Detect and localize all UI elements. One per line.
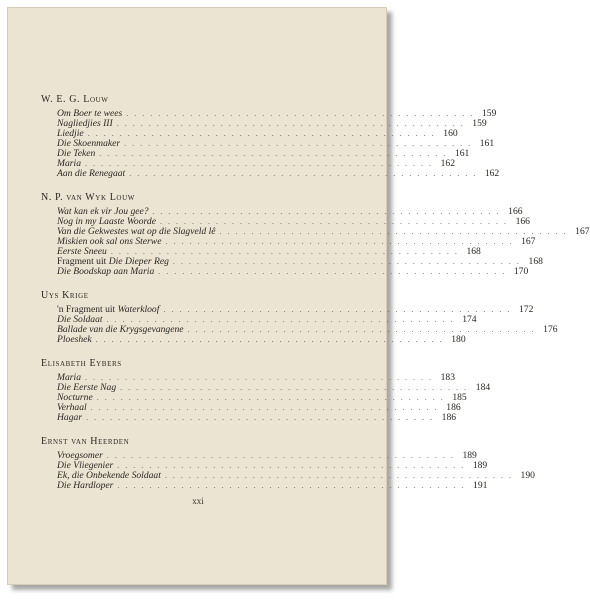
dot-leader: . . . . . . . . . . . . . . . . . . . . . . . . . . . . . . . . . . . . . . . . . . . .	[96, 393, 445, 402]
poem-title: Die Teken	[57, 148, 96, 159]
poem-title: Nagliedjies III	[57, 118, 113, 129]
page-number: xxi	[192, 496, 204, 506]
page-ref: 168	[528, 256, 543, 267]
page-ref: 183	[440, 372, 455, 383]
dot-leader: . . . . . . . . . . . . . . . . . . . . . . . . . . . . . . . . . . . . . . . . . . . .	[87, 129, 436, 138]
toc-entry	[57, 266, 529, 277]
poem-list	[41, 450, 535, 491]
table-of-contents	[41, 94, 590, 504]
dot-leader: . . . . . . . . . . . . . . . . . . . . . . . . . . . . . . . . . . . . . . . . . . . .	[99, 149, 448, 158]
dot-leader: . . . . . . . . . . . . . . . . . . . . . . . . . . . . . . . . . . . . . . . . . . . .	[116, 119, 465, 128]
dot-leader: . . . . . . . . . . . . . . . . . . . . . . . . . . . . . . . . . . . . . . . . . . . .	[84, 373, 433, 382]
poem-title: Die Skoenmaker	[57, 138, 121, 149]
poem-title: Om Boer te wees	[57, 108, 123, 119]
poem-title: Die Eerste Nag	[57, 382, 117, 393]
poem-list	[41, 372, 491, 423]
page-ref: 167	[575, 226, 590, 237]
poem-title-prefix: 'n Fragment uit	[57, 304, 118, 315]
dot-leader: . . . . . . . . . . . . . . . . . . . . . . . . . . . . . . . . . . . . . . . . . . . .	[110, 247, 459, 256]
poem-title: Liedjie	[57, 128, 84, 139]
poem-title: Ek, die Onbekende Soldaat	[57, 470, 161, 481]
page-ref: 174	[462, 314, 477, 325]
poem-title: Maria	[57, 158, 81, 169]
author-heading: Elisabeth Eybers	[41, 358, 122, 369]
poem-title-prefix: Fragment uit	[57, 256, 109, 267]
poem-title: Verhaal	[57, 402, 87, 413]
dot-leader: . . . . . . . . . . . . . . . . . . . . . . . . . . . . . . . . . . . . . . . . . . . .	[219, 227, 568, 236]
poem-title: Hagar	[57, 412, 83, 423]
dot-leader: . . . . . . . . . . . . . . . . . . . . . . . . . . . . . . . . . . . . . . . . . . . .	[129, 169, 478, 178]
poem-title-source: Die Dieper Reg	[108, 256, 169, 267]
page-ref: 191	[473, 480, 488, 491]
dot-leader: . . . . . . . . . . . . . . . . . . . . . . . . . . . . . . . . . . . . . . . . . . . .	[165, 237, 514, 246]
poem-title: Ploeshek	[57, 334, 92, 345]
poem-title: Nocturne	[57, 392, 93, 403]
dot-leader: . . . . . . . . . . . . . . . . . . . . . . . . . . . . . . . . . . . . . . . . . . . .	[187, 325, 536, 334]
author-heading: Uys Krige	[41, 290, 89, 301]
poem-title: Aan die Renegaat	[57, 168, 126, 179]
poem-list	[41, 206, 590, 277]
book-page	[7, 7, 590, 585]
page-ref: 161	[454, 148, 470, 159]
page-ref: 161	[479, 138, 495, 149]
toc-entry	[57, 334, 466, 345]
dot-leader: . . . . . . . . . . . . . . . . . . . . . . . . . . . . . . . . . . . . . . . . . . . .	[172, 257, 521, 266]
toc-entry	[57, 382, 491, 393]
page-ref: 170	[513, 266, 529, 277]
dot-leader: . . . . . . . . . . . . . . . . . . . . . . . . . . . . . . . . . . . . . . . . . . . .	[84, 159, 433, 168]
poem-title: Van die Gekwestes wat op die Slagveld lê	[57, 226, 216, 237]
dot-leader: . . . . . . . . . . . . . . . . . . . . . . . . . . . . . . . . . . . . . . . . . . . .	[117, 481, 466, 490]
dot-leader: . . . . . . . . . . . . . . . . . . . . . . . . . . . . . . . . . . . . . . . . . . . .	[120, 383, 469, 392]
dot-leader: . . . . . . . . . . . . . . . . . . . . . . . . . . . . . . . . . . . . . . . . . . . .	[158, 267, 507, 276]
page-ref: 190	[520, 470, 535, 481]
page-ref: 168	[466, 246, 481, 257]
page-ref: 162	[484, 168, 500, 179]
dot-leader: . . . . . . . . . . . . . . . . . . . . . . . . . . . . . . . . . . . . . . . . . . . .	[159, 217, 508, 226]
poem-title: Die Boodskap aan Maria	[57, 266, 155, 277]
toc-entry	[57, 138, 495, 149]
toc-entry	[57, 118, 487, 129]
toc-entry	[57, 412, 457, 423]
dot-leader: . . . . . . . . . . . . . . . . . . . . . . . . . . . . . . . . . . . . . . . . . . . .	[106, 451, 455, 460]
poem-title: Die Vliegenier	[57, 460, 114, 471]
dot-leader: . . . . . . . . . . . . . . . . . . . . . . . . . . . . . . . . . . . . . . . . . . . .	[164, 471, 513, 480]
poem-title: Vroegsomer	[57, 450, 103, 461]
page-ref: 159	[472, 118, 487, 129]
page-ref: 186	[446, 402, 461, 413]
poem-title: Die Hardloper	[57, 480, 114, 491]
dot-leader: . . . . . . . . . . . . . . . . . . . . . . . . . . . . . . . . . . . . . . . . . . . .	[90, 403, 439, 412]
author-heading: N. P. van Wyk Louw	[41, 192, 135, 203]
poem-title: Eerste Sneeu	[57, 246, 107, 257]
dot-leader: . . . . . . . . . . . . . . . . . . . . . . . . . . . . . . . . . . . . . . . . . . . .	[126, 109, 475, 118]
poem-list	[41, 108, 500, 179]
page-ref: 184	[475, 382, 491, 393]
poem-title: Nog in my Laaste Woorde	[57, 216, 156, 227]
page-ref: 176	[543, 324, 558, 335]
toc-entry	[57, 480, 488, 491]
toc-entry	[57, 304, 534, 315]
poem-title: Wat kan ek vir Jou gee?	[57, 206, 149, 217]
dot-leader: . . . . . . . . . . . . . . . . . . . . . . . . . . . . . . . . . . . . . . . . . . . .	[117, 461, 466, 470]
toc-entry	[57, 148, 470, 159]
poem-title: Maria	[57, 372, 81, 383]
dot-leader: . . . . . . . . . . . . . . . . . . . . . . . . . . . . . . . . . . . . . . . . . . . .	[86, 413, 435, 422]
poem-title: Die Soldaat	[57, 314, 103, 325]
poem-title: Miskien ook sal ons Sterwe	[57, 236, 162, 247]
page-ref: 166	[515, 216, 530, 227]
dot-leader: . . . . . . . . . . . . . . . . . . . . . . . . . . . . . . . . . . . . . . . . . . . .	[106, 315, 455, 324]
dot-leader: . . . . . . . . . . . . . . . . . . . . . . . . . . . . . . . . . . . . . . . . . . . .	[124, 139, 473, 148]
page-ref: 180	[451, 334, 466, 345]
page-ref: 186	[441, 412, 457, 423]
author-heading: W. E. G. Louw	[41, 94, 109, 105]
toc-entry	[57, 324, 558, 335]
toc-entry	[57, 392, 467, 403]
toc-entry	[57, 402, 461, 413]
page-ref: 159	[481, 108, 497, 119]
page-ref: 172	[518, 304, 534, 315]
page-ref: 167	[521, 236, 536, 247]
page-ref: 189	[472, 460, 488, 471]
page-ref: 189	[462, 450, 477, 461]
author-heading: Ernst van Heerden	[41, 436, 130, 447]
poem-title: Ballade van die Krygsgevangene	[57, 324, 184, 335]
page-ref: 162	[440, 158, 455, 169]
page-ref: 160	[443, 128, 458, 139]
poem-title-source: Waterkloof	[117, 304, 160, 315]
dot-leader: . . . . . . . . . . . . . . . . . . . . . . . . . . . . . . . . . . . . . . . . . . . .	[152, 207, 501, 216]
dot-leader: . . . . . . . . . . . . . . . . . . . . . . . . . . . . . . . . . . . . . . . . . . . .	[163, 305, 512, 314]
toc-entry	[57, 168, 500, 179]
page-ref: 185	[452, 392, 467, 403]
poem-list	[41, 304, 558, 345]
page-ref: 166	[508, 206, 523, 217]
dot-leader: . . . . . . . . . . . . . . . . . . . . . . . . . . . . . . . . . . . . . . . . . . . .	[95, 335, 444, 344]
